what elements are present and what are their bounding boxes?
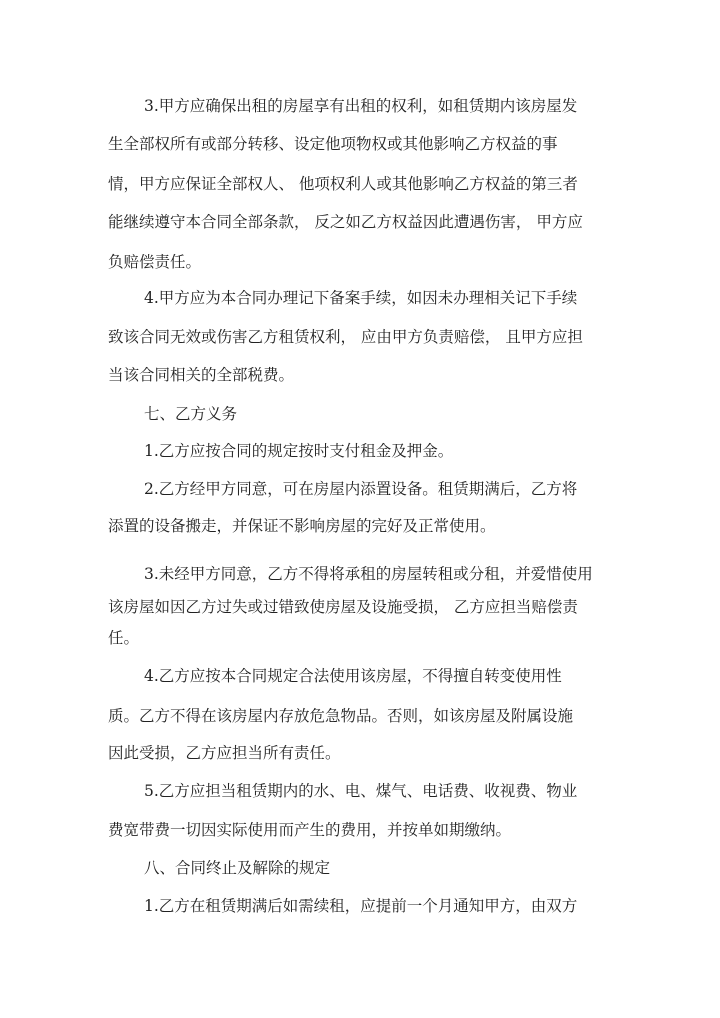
paragraph-line: 1.乙方在租赁期满后如需续租，应提前一个月通知甲方，由双方 (144, 897, 578, 915)
paragraph-line: 3.甲方应确保出租的房屋享有出租的权利，如租赁期内该房屋发 (144, 97, 578, 115)
paragraph-line: 致该合同无效或伤害乙方租赁权利， 应由甲方负责赔偿， 且甲方应担 (108, 328, 583, 346)
section-heading: 八、合同终止及解除的规定 (144, 859, 331, 877)
paragraph-line: 质。乙方不得在该房屋内存放危急物品。否则，如该房屋及附属设施 (108, 707, 574, 725)
paragraph-line: 5.乙方应担当租赁期内的水、电、煤气、电话费、收视费、物业 (144, 782, 578, 800)
paragraph-line: 负赔偿责任。 (108, 253, 202, 271)
paragraph-line: 3.未经甲方同意，乙方不得将承租的房屋转租或分租，并爱惜使用 (144, 565, 593, 583)
paragraph-line: 情，甲方应保证全部权人、 他项权利人或其他影响乙方权益的第三者 (108, 175, 578, 193)
paragraph-line: 2.乙方经甲方同意，可在房屋内添置设备。租赁期满后，乙方将 (144, 480, 578, 498)
paragraph-line: 因此受损，乙方应担当所有责任。 (108, 744, 341, 762)
paragraph-line: 添置的设备搬走，并保证不影响房屋的完好及正常使用。 (108, 517, 496, 535)
paragraph-line: 4.乙方应按本合同规定合法使用该房屋，不得擅自转变使用性 (144, 667, 562, 685)
paragraph-line: 该房屋如因乙方过失或过错致使房屋及设施受损， 乙方应担当赔偿责 (108, 598, 578, 616)
paragraph-line: 能继续遵守本合同全部条款， 反之如乙方权益因此遭遇伤害， 甲方应 (108, 213, 583, 231)
paragraph-line: 4.甲方应为本合同办理记下备案手续，如因未办理相关记下手续 (144, 289, 578, 307)
paragraph-line: 费宽带费一切因实际使用而产生的费用，并按单如期缴纳。 (108, 821, 512, 839)
paragraph-line: 任。 (108, 629, 140, 647)
paragraph-line: 当该合同相关的全部税费。 (108, 366, 295, 384)
section-heading: 七、乙方义务 (144, 405, 238, 423)
paragraph-line: 生全部权所有或部分转移、设定他项物权或其他影响乙方权益的事 (108, 135, 558, 153)
paragraph-line: 1.乙方应按合同的规定按时支付租金及押金。 (144, 442, 454, 460)
